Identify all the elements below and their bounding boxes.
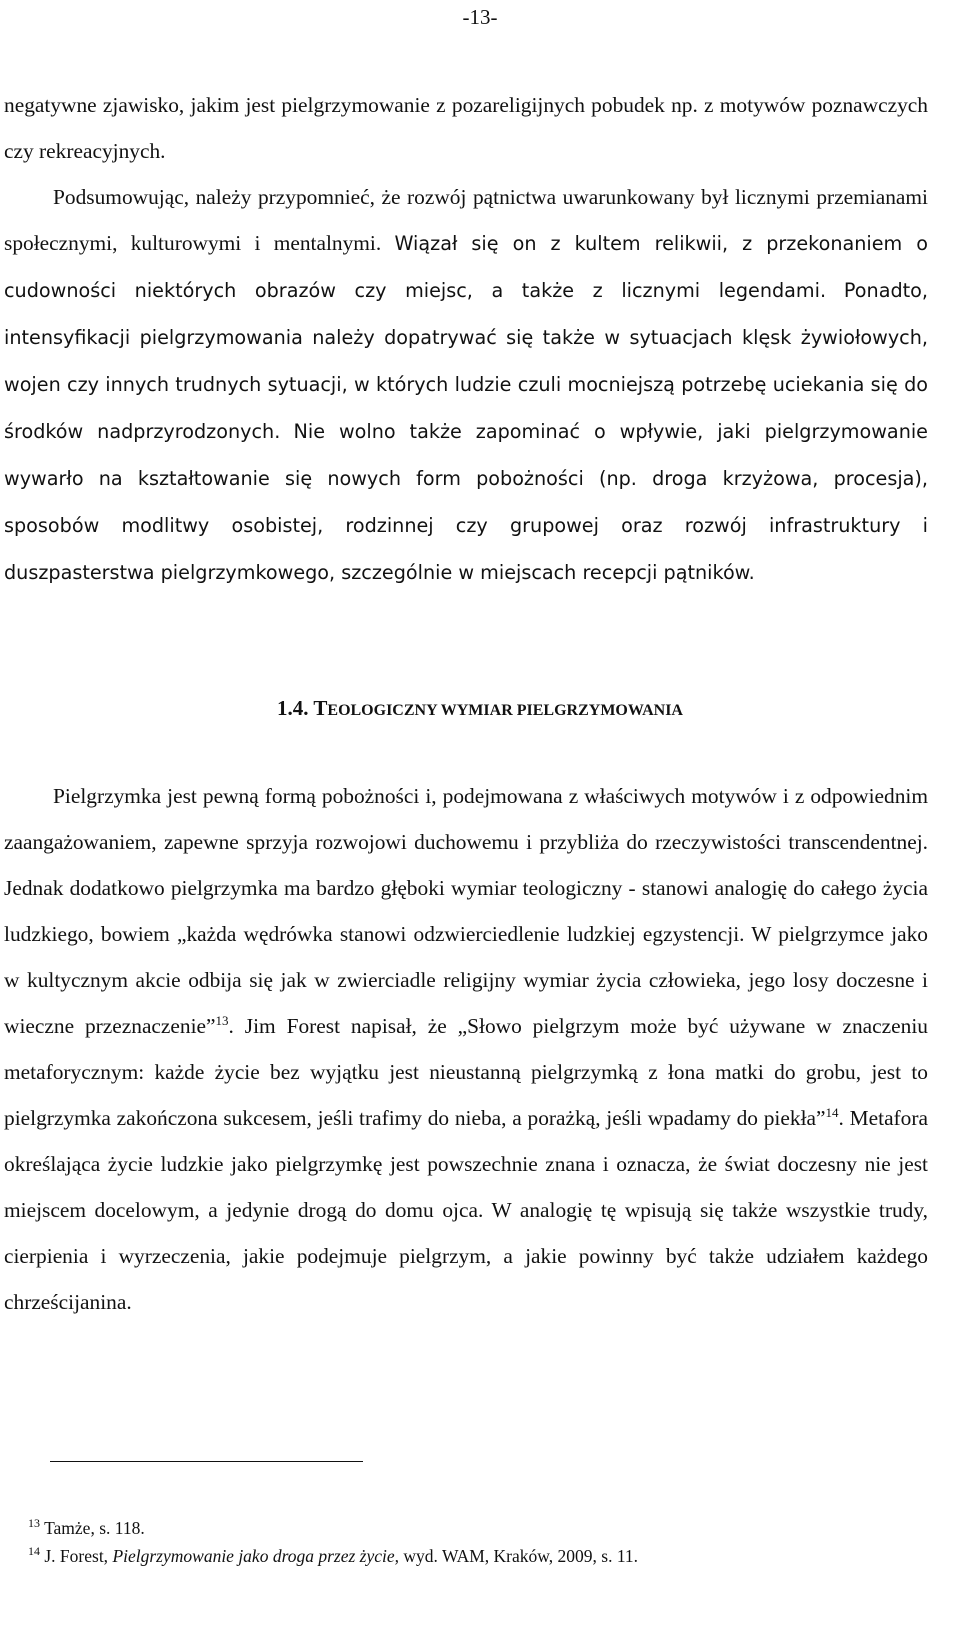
footnotes bbox=[28, 1514, 948, 1570]
section-heading bbox=[0, 688, 960, 731]
page-number: -13- bbox=[462, 5, 498, 29]
section-number: 1.4. bbox=[277, 696, 309, 720]
summary-sentence-2: Wiązał się on z kultem relikwii, z przekonaniem o cudowności niektórych obrazów czy miejsc, a także z licznymi legendami. bbox=[4, 232, 928, 302]
footnote-13-number: 13 bbox=[28, 1516, 40, 1531]
footnote-ref-13[interactable]: 13 bbox=[215, 1012, 229, 1028]
footnote-14-number: 14 bbox=[28, 1544, 40, 1559]
summary-sentence-1: Podsumowując, należy przypomnieć, że rozwój pątnictwa uwarunkowany był licznymi przemianami społecznymi, kulturowymi i mentalnymi. bbox=[4, 185, 928, 255]
footnote-14 bbox=[28, 1542, 948, 1570]
theology-part-1: Pielgrzymka jest pewną formą pobożności i, podejmowana z właściwych motywów i z odpowiednim zaangażowaniem, zapewne sprzyja rozwojowi duchowemu i przybliża do rzeczywistości transcendentnej. Jednak dodatkowo pielgrzymka ma bardzo głęboki wymiar teologiczny - stanowi analogię do całego życia ludzkiego, bowiem „każda wędrówka stanowi odzwierciedlenie ludzkiej egzystencji. W pielgrzymce jako w kultycznym akcie odbija się jak w zwierciadle religijny wymiar życia człowieka, jego losy doczesne i wieczne przeznaczenie” bbox=[4, 784, 928, 1038]
section-title-initial: T bbox=[313, 696, 328, 720]
body-text bbox=[4, 82, 928, 596]
section-text bbox=[4, 773, 928, 1325]
section-title: EOLOGICZNY WYMIAR PIELGRZYMOWANIA bbox=[327, 702, 683, 719]
paragraph-continuation: negatywne zjawisko, jakim jest pielgrzymowanie z pozareligijnych pobudek np. z motywów poznawczych czy rekreacyjnych. bbox=[4, 93, 928, 163]
footnote-13-text: Tamże, s. 118. bbox=[44, 1518, 145, 1538]
footnote-14-publisher: wyd. WAM, Kraków, 2009, s. 11. bbox=[403, 1546, 639, 1566]
summary-sentence-4: Nie wolno także zapominać o wpływie, jaki pielgrzymowanie wywarło na kształtowanie się nowych form pobożności (np. droga krzyżowa, procesja), sposobów modlitwy osobistej, rodzinnej czy grupowej oraz rozwój infrastruktury i duszpasterstwa pielgrzymkowego, szczególnie w miejscach recepcji pątników. bbox=[4, 420, 928, 584]
summary-sentence-3: Ponadto, intensyfikacji pielgrzymowania należy dopatrywać się także w sytuacjach klęsk żywiołowych, wojen czy innych trudnych sytuacji, w których ludzie czuli mocniejszą potrzebę uciekania się do środków nadprzyrodzonych. bbox=[4, 279, 928, 443]
theology-part-3: . Metafora określająca życie ludzkie jako pielgrzymkę jest powszechnie znana i oznacza, że świat doczesny nie jest miejscem docelowym, a jedynie drogą do domu ojca. W analogię tę wpisują się także wszystkie trudy, cierpienia i wyrzeczenia, jakie podejmuje pielgrzym, a jakie powinny być także udziałem każdego chrześcijanina. bbox=[4, 1106, 928, 1314]
footnote-14-author: J. Forest, bbox=[44, 1546, 109, 1566]
paragraph-summary bbox=[4, 174, 928, 596]
footnote-14-title: Pielgrzymowanie jako droga przez życie, bbox=[112, 1546, 400, 1566]
footnote-ref-14[interactable]: 14 bbox=[825, 1104, 839, 1120]
theology-part-2: . Jim Forest napisał, że „Słowo pielgrzym może być używane w znaczeniu metaforycznym: każde życie bez wyjątku jest nieustanną pielgrzymką z łona matki do grobu, jest to pielgrzymka zakończona sukcesem, jeśli trafimy do nieba, a porażką, jeśli wpadamy do piekła” bbox=[4, 1014, 928, 1130]
paragraph-theology bbox=[4, 773, 928, 1325]
footnote-13 bbox=[28, 1514, 948, 1542]
footnote-divider bbox=[50, 1461, 363, 1462]
